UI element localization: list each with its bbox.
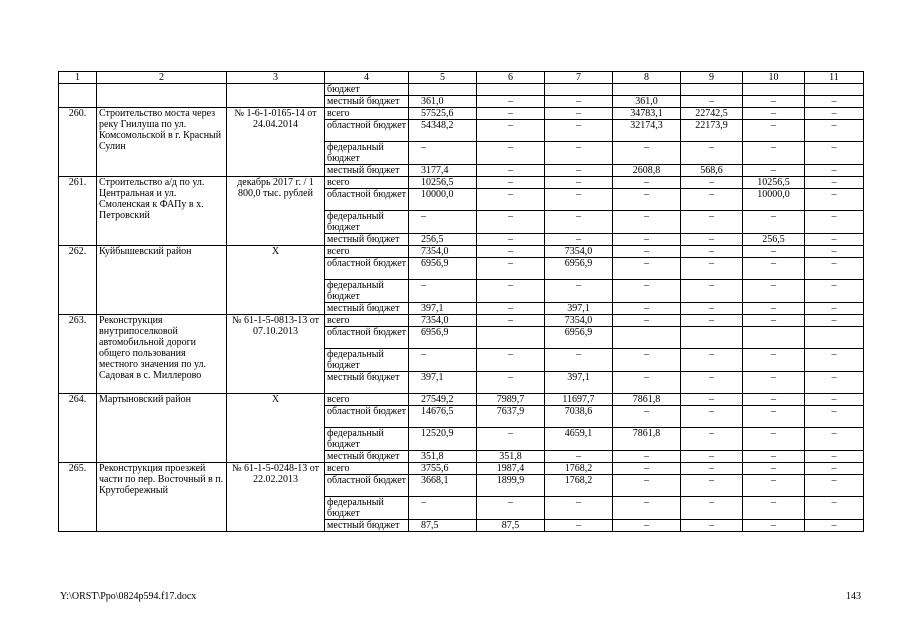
document-path: Y:\ORST\Ppo\0824p594.f17.docx bbox=[60, 591, 197, 602]
object-name-cell: Мартыновский район bbox=[97, 394, 227, 463]
document-cell: № 61-1-5-0813-13 от 07.10.2013 bbox=[227, 315, 325, 394]
value-cell: 7354,0 bbox=[545, 246, 613, 258]
value-cell bbox=[681, 84, 743, 96]
value-cell bbox=[477, 327, 545, 349]
value-cell: – bbox=[477, 303, 545, 315]
budget-type-cell: федеральный бюджет bbox=[325, 211, 409, 234]
value-cell: 7354,0 bbox=[409, 315, 477, 327]
value-cell: – bbox=[613, 258, 681, 280]
budget-table bbox=[58, 71, 864, 532]
table-row bbox=[59, 315, 864, 327]
value-cell: – bbox=[545, 165, 613, 177]
value-cell: – bbox=[545, 497, 613, 520]
column-header: 6 bbox=[477, 72, 545, 84]
table-row bbox=[59, 177, 864, 189]
value-cell: – bbox=[409, 280, 477, 303]
value-cell: – bbox=[805, 303, 864, 315]
value-cell: 397,1 bbox=[409, 303, 477, 315]
value-cell: 54348,2 bbox=[409, 120, 477, 142]
value-cell: – bbox=[545, 234, 613, 246]
value-cell: – bbox=[681, 463, 743, 475]
row-number-cell: 262. bbox=[59, 246, 97, 315]
value-cell: – bbox=[613, 142, 681, 165]
value-cell: 87,5 bbox=[409, 520, 477, 532]
value-cell: – bbox=[805, 234, 864, 246]
value-cell: 7989,7 bbox=[477, 394, 545, 406]
value-cell: – bbox=[743, 406, 805, 428]
budget-type-cell: всего bbox=[325, 246, 409, 258]
value-cell: – bbox=[681, 189, 743, 211]
value-cell: 256,5 bbox=[743, 234, 805, 246]
value-cell: – bbox=[805, 258, 864, 280]
value-cell: – bbox=[743, 451, 805, 463]
value-cell: – bbox=[477, 428, 545, 451]
value-cell: – bbox=[409, 349, 477, 372]
object-name-cell bbox=[97, 84, 227, 108]
value-cell: 6956,9 bbox=[545, 258, 613, 280]
value-cell: – bbox=[477, 372, 545, 394]
value-cell bbox=[409, 84, 477, 96]
value-cell: 57525,6 bbox=[409, 108, 477, 120]
value-cell: – bbox=[681, 475, 743, 497]
row-number-cell: 260. bbox=[59, 108, 97, 177]
document-cell: Х bbox=[227, 246, 325, 315]
value-cell: – bbox=[743, 303, 805, 315]
value-cell: – bbox=[743, 315, 805, 327]
value-cell: – bbox=[681, 497, 743, 520]
value-cell: – bbox=[805, 520, 864, 532]
budget-type-cell: областной бюджет bbox=[325, 258, 409, 280]
value-cell: – bbox=[805, 165, 864, 177]
value-cell: – bbox=[477, 280, 545, 303]
value-cell: – bbox=[545, 96, 613, 108]
value-cell: 12520,9 bbox=[409, 428, 477, 451]
value-cell: – bbox=[743, 463, 805, 475]
value-cell: – bbox=[613, 315, 681, 327]
value-cell: 1768,2 bbox=[545, 463, 613, 475]
table-row bbox=[59, 463, 864, 475]
value-cell: – bbox=[613, 303, 681, 315]
budget-type-cell: местный бюджет bbox=[325, 303, 409, 315]
table-row bbox=[59, 84, 864, 96]
column-header: 7 bbox=[545, 72, 613, 84]
value-cell: – bbox=[545, 189, 613, 211]
value-cell: – bbox=[681, 177, 743, 189]
budget-type-cell: федеральный бюджет bbox=[325, 428, 409, 451]
document-cell: № 61-1-5-0248-13 от 22.02.2013 bbox=[227, 463, 325, 532]
value-cell: – bbox=[743, 211, 805, 234]
value-cell: – bbox=[613, 520, 681, 532]
column-header: 4 bbox=[325, 72, 409, 84]
value-cell: 3668,1 bbox=[409, 475, 477, 497]
table-row bbox=[59, 246, 864, 258]
value-cell: 1987,4 bbox=[477, 463, 545, 475]
value-cell: – bbox=[613, 211, 681, 234]
table-body bbox=[59, 72, 864, 532]
budget-type-cell: областной бюджет bbox=[325, 406, 409, 428]
row-number-cell: 264. bbox=[59, 394, 97, 463]
value-cell: – bbox=[613, 372, 681, 394]
value-cell: 10000,0 bbox=[409, 189, 477, 211]
value-cell: – bbox=[613, 451, 681, 463]
value-cell: – bbox=[805, 475, 864, 497]
budget-type-cell: федеральный бюджет bbox=[325, 497, 409, 520]
value-cell: – bbox=[805, 120, 864, 142]
value-cell: – bbox=[743, 349, 805, 372]
value-cell: – bbox=[681, 315, 743, 327]
column-header: 3 bbox=[227, 72, 325, 84]
value-cell: – bbox=[613, 234, 681, 246]
value-cell: – bbox=[681, 211, 743, 234]
value-cell: 1899,9 bbox=[477, 475, 545, 497]
budget-type-cell: всего bbox=[325, 394, 409, 406]
value-cell: – bbox=[681, 246, 743, 258]
value-cell: – bbox=[743, 258, 805, 280]
value-cell: – bbox=[681, 451, 743, 463]
document-cell bbox=[227, 84, 325, 108]
value-cell: – bbox=[545, 108, 613, 120]
value-cell: – bbox=[743, 475, 805, 497]
value-cell: 7354,0 bbox=[409, 246, 477, 258]
budget-type-cell: местный бюджет bbox=[325, 234, 409, 246]
row-number-cell bbox=[59, 84, 97, 108]
budget-type-cell: областной бюджет bbox=[325, 475, 409, 497]
budget-type-cell: всего bbox=[325, 463, 409, 475]
value-cell: 361,0 bbox=[613, 96, 681, 108]
page-number: 143 bbox=[846, 591, 861, 602]
column-header: 9 bbox=[681, 72, 743, 84]
value-cell bbox=[743, 84, 805, 96]
table-row bbox=[59, 394, 864, 406]
value-cell: – bbox=[805, 372, 864, 394]
budget-type-cell: всего bbox=[325, 108, 409, 120]
value-cell: 351,8 bbox=[477, 451, 545, 463]
column-header: 2 bbox=[97, 72, 227, 84]
table-row bbox=[59, 108, 864, 120]
budget-type-cell: областной бюджет bbox=[325, 189, 409, 211]
value-cell: – bbox=[409, 211, 477, 234]
value-cell: 361,0 bbox=[409, 96, 477, 108]
value-cell: – bbox=[477, 246, 545, 258]
value-cell: 6956,9 bbox=[545, 327, 613, 349]
value-cell: 7637,9 bbox=[477, 406, 545, 428]
value-cell: – bbox=[613, 406, 681, 428]
value-cell: 3177,4 bbox=[409, 165, 477, 177]
value-cell: – bbox=[681, 372, 743, 394]
value-cell: – bbox=[805, 463, 864, 475]
value-cell: 6956,9 bbox=[409, 327, 477, 349]
value-cell: – bbox=[545, 349, 613, 372]
document-cell: Х bbox=[227, 394, 325, 463]
row-number-cell: 261. bbox=[59, 177, 97, 246]
value-cell: – bbox=[681, 96, 743, 108]
value-cell: 1768,2 bbox=[545, 475, 613, 497]
value-cell bbox=[545, 84, 613, 96]
value-cell: – bbox=[805, 177, 864, 189]
value-cell: 397,1 bbox=[545, 372, 613, 394]
value-cell: – bbox=[477, 258, 545, 280]
value-cell: – bbox=[613, 246, 681, 258]
budget-type-cell: местный бюджет bbox=[325, 520, 409, 532]
budget-type-cell: местный бюджет bbox=[325, 96, 409, 108]
value-cell: – bbox=[681, 428, 743, 451]
value-cell bbox=[743, 327, 805, 349]
object-name-cell: Реконструкция проезжей части по пер. Восточный в п. Крутобережный bbox=[97, 463, 227, 532]
value-cell: – bbox=[477, 234, 545, 246]
value-cell: 11697,7 bbox=[545, 394, 613, 406]
column-header: 10 bbox=[743, 72, 805, 84]
value-cell: 256,5 bbox=[409, 234, 477, 246]
value-cell: 87,5 bbox=[477, 520, 545, 532]
value-cell: – bbox=[613, 497, 681, 520]
document-cell: № 1-6-1-0165-14 от 24.04.2014 bbox=[227, 108, 325, 177]
value-cell: – bbox=[743, 428, 805, 451]
value-cell: – bbox=[743, 497, 805, 520]
document-cell: декабрь 2017 г. / 1 800,0 тыс. рублей bbox=[227, 177, 325, 246]
budget-type-cell: всего bbox=[325, 315, 409, 327]
row-number-cell: 263. bbox=[59, 315, 97, 394]
column-header: 11 bbox=[805, 72, 864, 84]
budget-type-cell: бюджет bbox=[325, 84, 409, 96]
value-cell: 7038,6 bbox=[545, 406, 613, 428]
budget-type-cell: областной бюджет bbox=[325, 327, 409, 349]
value-cell: – bbox=[477, 349, 545, 372]
value-cell: – bbox=[681, 520, 743, 532]
value-cell: – bbox=[681, 280, 743, 303]
value-cell: – bbox=[477, 120, 545, 142]
value-cell bbox=[613, 84, 681, 96]
value-cell: – bbox=[743, 280, 805, 303]
value-cell: – bbox=[805, 497, 864, 520]
value-cell: – bbox=[805, 428, 864, 451]
value-cell: – bbox=[805, 394, 864, 406]
header-row bbox=[59, 72, 864, 84]
value-cell bbox=[613, 327, 681, 349]
value-cell: – bbox=[477, 96, 545, 108]
value-cell: – bbox=[477, 211, 545, 234]
object-name-cell: Строительство а/д по ул. Центральная и ул. Смоленская к ФАПу в х. Петровский bbox=[97, 177, 227, 246]
value-cell: – bbox=[681, 406, 743, 428]
value-cell: – bbox=[743, 394, 805, 406]
column-header: 5 bbox=[409, 72, 477, 84]
value-cell: – bbox=[805, 246, 864, 258]
value-cell: 10000,0 bbox=[743, 189, 805, 211]
value-cell bbox=[681, 327, 743, 349]
budget-type-cell: федеральный бюджет bbox=[325, 349, 409, 372]
value-cell: – bbox=[477, 189, 545, 211]
budget-type-cell: местный бюджет bbox=[325, 372, 409, 394]
value-cell: 32174,3 bbox=[613, 120, 681, 142]
value-cell: 10256,5 bbox=[743, 177, 805, 189]
value-cell: – bbox=[805, 406, 864, 428]
value-cell: 22173,9 bbox=[681, 120, 743, 142]
value-cell: 7861,8 bbox=[613, 394, 681, 406]
value-cell: – bbox=[477, 142, 545, 165]
value-cell: – bbox=[805, 142, 864, 165]
value-cell: 22742,5 bbox=[681, 108, 743, 120]
value-cell: – bbox=[613, 463, 681, 475]
value-cell: – bbox=[477, 108, 545, 120]
value-cell: 397,1 bbox=[545, 303, 613, 315]
value-cell: – bbox=[805, 280, 864, 303]
value-cell: – bbox=[743, 142, 805, 165]
value-cell: – bbox=[805, 349, 864, 372]
value-cell: – bbox=[743, 246, 805, 258]
value-cell bbox=[805, 327, 864, 349]
budget-type-cell: всего bbox=[325, 177, 409, 189]
value-cell: – bbox=[743, 372, 805, 394]
budget-type-cell: федеральный бюджет bbox=[325, 280, 409, 303]
value-cell: – bbox=[743, 520, 805, 532]
value-cell: – bbox=[743, 120, 805, 142]
value-cell: – bbox=[545, 211, 613, 234]
value-cell: – bbox=[545, 120, 613, 142]
budget-type-cell: областной бюджет bbox=[325, 120, 409, 142]
value-cell: – bbox=[477, 177, 545, 189]
value-cell: – bbox=[545, 142, 613, 165]
value-cell: – bbox=[409, 497, 477, 520]
value-cell: – bbox=[805, 211, 864, 234]
column-header: 1 bbox=[59, 72, 97, 84]
value-cell: 14676,5 bbox=[409, 406, 477, 428]
value-cell: – bbox=[545, 280, 613, 303]
value-cell: – bbox=[613, 475, 681, 497]
value-cell: – bbox=[805, 189, 864, 211]
value-cell: 351,8 bbox=[409, 451, 477, 463]
value-cell: – bbox=[545, 520, 613, 532]
object-name-cell: Реконструкция внутрипоселковой автомобильной дороги общего пользования местного значения по ул. Садовая в с. Миллерово bbox=[97, 315, 227, 394]
value-cell: – bbox=[545, 177, 613, 189]
value-cell: – bbox=[681, 303, 743, 315]
value-cell: 2608,8 bbox=[613, 165, 681, 177]
value-cell: – bbox=[743, 108, 805, 120]
value-cell: – bbox=[805, 315, 864, 327]
value-cell bbox=[477, 84, 545, 96]
value-cell: – bbox=[681, 234, 743, 246]
value-cell: 7861,8 bbox=[613, 428, 681, 451]
value-cell: – bbox=[477, 165, 545, 177]
value-cell: – bbox=[805, 108, 864, 120]
value-cell: – bbox=[681, 394, 743, 406]
value-cell: – bbox=[681, 349, 743, 372]
value-cell: – bbox=[409, 142, 477, 165]
value-cell: 4659,1 bbox=[545, 428, 613, 451]
value-cell: 3755,6 bbox=[409, 463, 477, 475]
value-cell: – bbox=[681, 258, 743, 280]
value-cell: – bbox=[545, 451, 613, 463]
value-cell: 34783,1 bbox=[613, 108, 681, 120]
value-cell: 10256,5 bbox=[409, 177, 477, 189]
value-cell: 7354,0 bbox=[545, 315, 613, 327]
value-cell: – bbox=[805, 96, 864, 108]
value-cell: – bbox=[477, 497, 545, 520]
value-cell: – bbox=[613, 177, 681, 189]
value-cell: – bbox=[613, 349, 681, 372]
value-cell: – bbox=[743, 96, 805, 108]
object-name-cell: Куйбышевский район bbox=[97, 246, 227, 315]
object-name-cell: Строительство моста через реку Гнилуша по ул. Комсомольской в г. Красный Сулин bbox=[97, 108, 227, 177]
column-header: 8 bbox=[613, 72, 681, 84]
value-cell: 27549,2 bbox=[409, 394, 477, 406]
value-cell: – bbox=[681, 142, 743, 165]
value-cell: 397,1 bbox=[409, 372, 477, 394]
row-number-cell: 265. bbox=[59, 463, 97, 532]
value-cell: – bbox=[805, 451, 864, 463]
value-cell: 568,6 bbox=[681, 165, 743, 177]
value-cell: – bbox=[613, 280, 681, 303]
budget-type-cell: местный бюджет bbox=[325, 451, 409, 463]
budget-type-cell: федеральный бюджет bbox=[325, 142, 409, 165]
value-cell: – bbox=[477, 315, 545, 327]
value-cell: – bbox=[743, 165, 805, 177]
value-cell: – bbox=[613, 189, 681, 211]
value-cell: 6956,9 bbox=[409, 258, 477, 280]
value-cell bbox=[805, 84, 864, 96]
budget-type-cell: местный бюджет bbox=[325, 165, 409, 177]
